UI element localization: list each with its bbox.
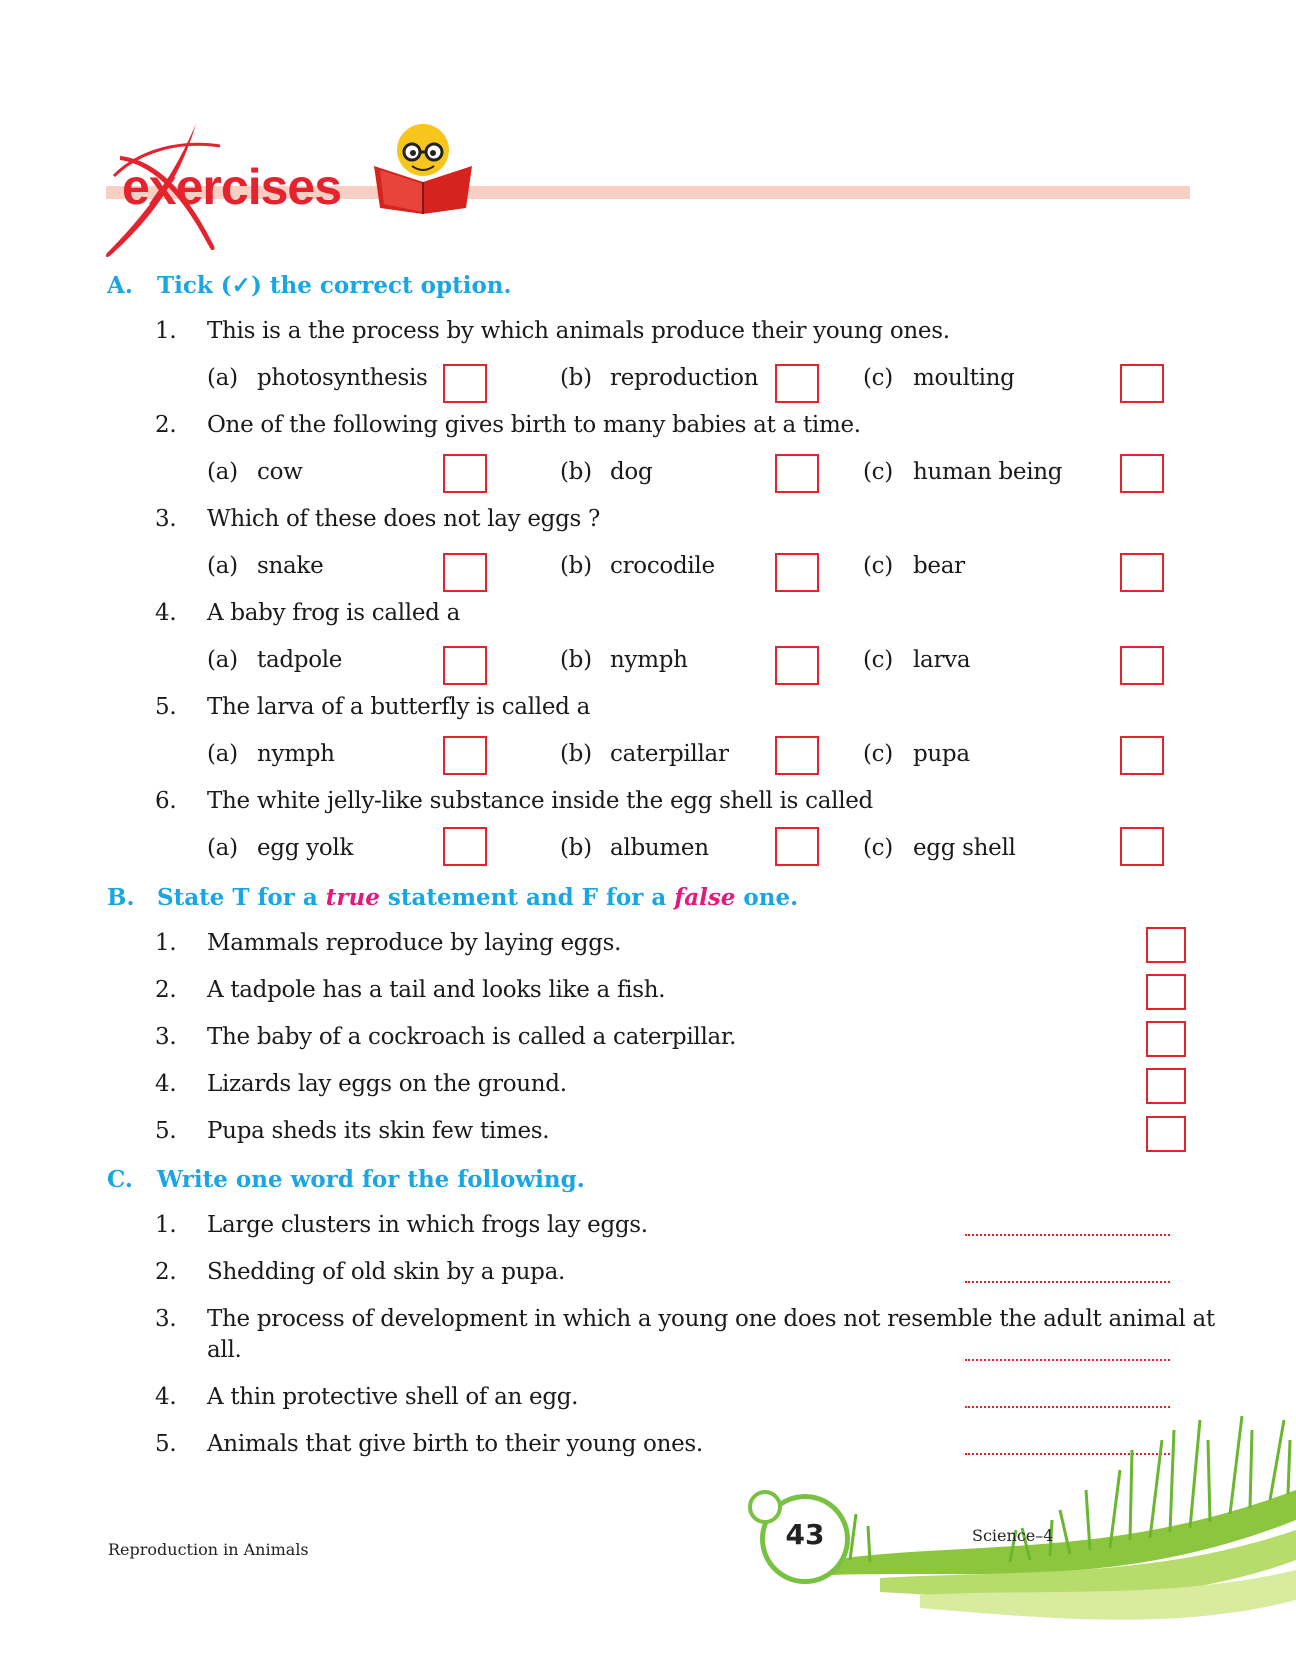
title-text: statement and F for a [379,884,675,911]
option-text: egg shell [913,835,1016,861]
tick-box-a4-c[interactable] [1120,646,1164,685]
question-number: 2. [155,412,177,438]
question-text: The larva of a butterfly is called a [207,694,590,720]
exercises-logo [100,120,340,270]
question-number: 4. [155,600,177,626]
title-text: State T for a [157,884,326,911]
tick-box-a4-a[interactable] [443,646,487,685]
option-label: (b) [560,459,592,485]
option-label: (c) [863,365,893,391]
statement-number: 2. [155,977,177,1003]
tf-box-b4[interactable] [1146,1068,1186,1104]
tick-box-a3-b[interactable] [775,553,819,592]
item-text: all. [207,1337,242,1363]
question-text: This is a the process by which animals produce their young ones. [207,318,950,344]
tick-box-a6-b[interactable] [775,827,819,866]
statement-text: The baby of a cockroach is called a caterpillar. [207,1024,737,1050]
title-text: one. [735,884,799,911]
option-text: nymph [610,647,688,673]
question-text: A baby frog is called a [207,600,461,626]
statement-text: Pupa sheds its skin few times. [207,1118,550,1144]
tick-box-a6-c[interactable] [1120,827,1164,866]
tick-box-a1-a[interactable] [443,364,487,403]
tick-box-a1-b[interactable] [775,364,819,403]
statement-text: Mammals reproduce by laying eggs. [207,930,622,956]
statement-number: 1. [155,930,177,956]
section-b-title [157,884,798,911]
option-text: human being [913,459,1063,485]
item-number: 2. [155,1259,177,1285]
question-text: The white jelly-like substance inside the egg shell is called [207,788,873,814]
question-number: 3. [155,506,177,532]
section-b-letter: B. [107,884,135,911]
option-text: caterpillar [610,741,729,767]
tick-box-a5-c[interactable] [1120,736,1164,775]
option-label: (a) [207,647,238,673]
option-label: (a) [207,365,238,391]
option-text: nymph [257,741,335,767]
answer-line-c3[interactable] [965,1359,1170,1361]
option-text: egg yolk [257,835,354,861]
tick-box-a6-a[interactable] [443,827,487,866]
question-number: 1. [155,318,177,344]
tick-box-a2-b[interactable] [775,454,819,493]
tf-box-b2[interactable] [1146,974,1186,1010]
answer-line-c4[interactable] [965,1406,1170,1408]
page-number: 43 [785,1518,825,1551]
option-text: dog [610,459,653,485]
item-text: Shedding of old skin by a pupa. [207,1259,565,1285]
answer-line-c1[interactable] [965,1234,1170,1236]
option-text: bear [913,553,965,579]
option-text: cow [257,459,303,485]
option-label: (c) [863,647,893,673]
statement-number: 4. [155,1071,177,1097]
tick-box-a3-a[interactable] [443,553,487,592]
option-label: (b) [560,553,592,579]
question-text: One of the following gives birth to many babies at a time. [207,412,861,438]
item-number: 3. [155,1306,177,1332]
section-a-letter: A. [107,272,133,299]
chapter-name: Reproduction in Animals [108,1540,309,1559]
true-word: true [325,884,380,911]
statement-number: 3. [155,1024,177,1050]
tick-box-a1-c[interactable] [1120,364,1164,403]
logo-text: exercises [122,159,342,215]
smiley-reading-book-icon [368,124,478,214]
option-text: tadpole [257,647,343,673]
option-label: (b) [560,835,592,861]
option-text: photosynthesis [257,365,428,391]
tick-box-a5-a[interactable] [443,736,487,775]
item-number: 1. [155,1212,177,1238]
tick-box-a4-b[interactable] [775,646,819,685]
tick-box-a3-c[interactable] [1120,553,1164,592]
option-text: reproduction [610,365,759,391]
option-text: larva [913,647,971,673]
option-label: (c) [863,553,893,579]
item-text: Animals that give birth to their young ones. [207,1431,703,1457]
option-label: (c) [863,741,893,767]
tf-box-b5[interactable] [1146,1116,1186,1152]
item-text: A thin protective shell of an egg. [207,1384,579,1410]
tick-box-a2-c[interactable] [1120,454,1164,493]
section-c-letter: C. [107,1166,133,1193]
option-label: (c) [863,835,893,861]
book-name: Science–4 [972,1526,1054,1545]
question-number: 6. [155,788,177,814]
section-a-title: Tick (✓) the correct option. [157,272,512,299]
tick-box-a2-a[interactable] [443,454,487,493]
answer-line-c2[interactable] [965,1281,1170,1283]
option-text: moulting [913,365,1015,391]
tf-box-b3[interactable] [1146,1021,1186,1057]
option-label: (a) [207,459,238,485]
option-text: pupa [913,741,970,767]
statement-text: A tadpole has a tail and looks like a fish. [207,977,666,1003]
item-text: The process of development in which a young one does not resemble the adult animal at [207,1306,1215,1332]
option-text: albumen [610,835,709,861]
option-label: (b) [560,647,592,673]
option-label: (c) [863,459,893,485]
option-label: (a) [207,835,238,861]
option-label: (a) [207,553,238,579]
option-text: snake [257,553,324,579]
question-text: Which of these does not lay eggs ? [207,506,601,532]
exercises-header [100,120,1190,270]
option-label: (b) [560,741,592,767]
tf-box-b1[interactable] [1146,927,1186,963]
tick-box-a5-b[interactable] [775,736,819,775]
statement-text: Lizards lay eggs on the ground. [207,1071,567,1097]
statement-number: 5. [155,1118,177,1144]
option-label: (b) [560,365,592,391]
item-text: Large clusters in which frogs lay eggs. [207,1212,648,1238]
option-label: (a) [207,741,238,767]
item-number: 5. [155,1431,177,1457]
section-c-title: Write one word for the following. [157,1166,585,1193]
item-number: 4. [155,1384,177,1410]
option-text: crocodile [610,553,715,579]
false-word: false [674,884,736,911]
question-number: 5. [155,694,177,720]
